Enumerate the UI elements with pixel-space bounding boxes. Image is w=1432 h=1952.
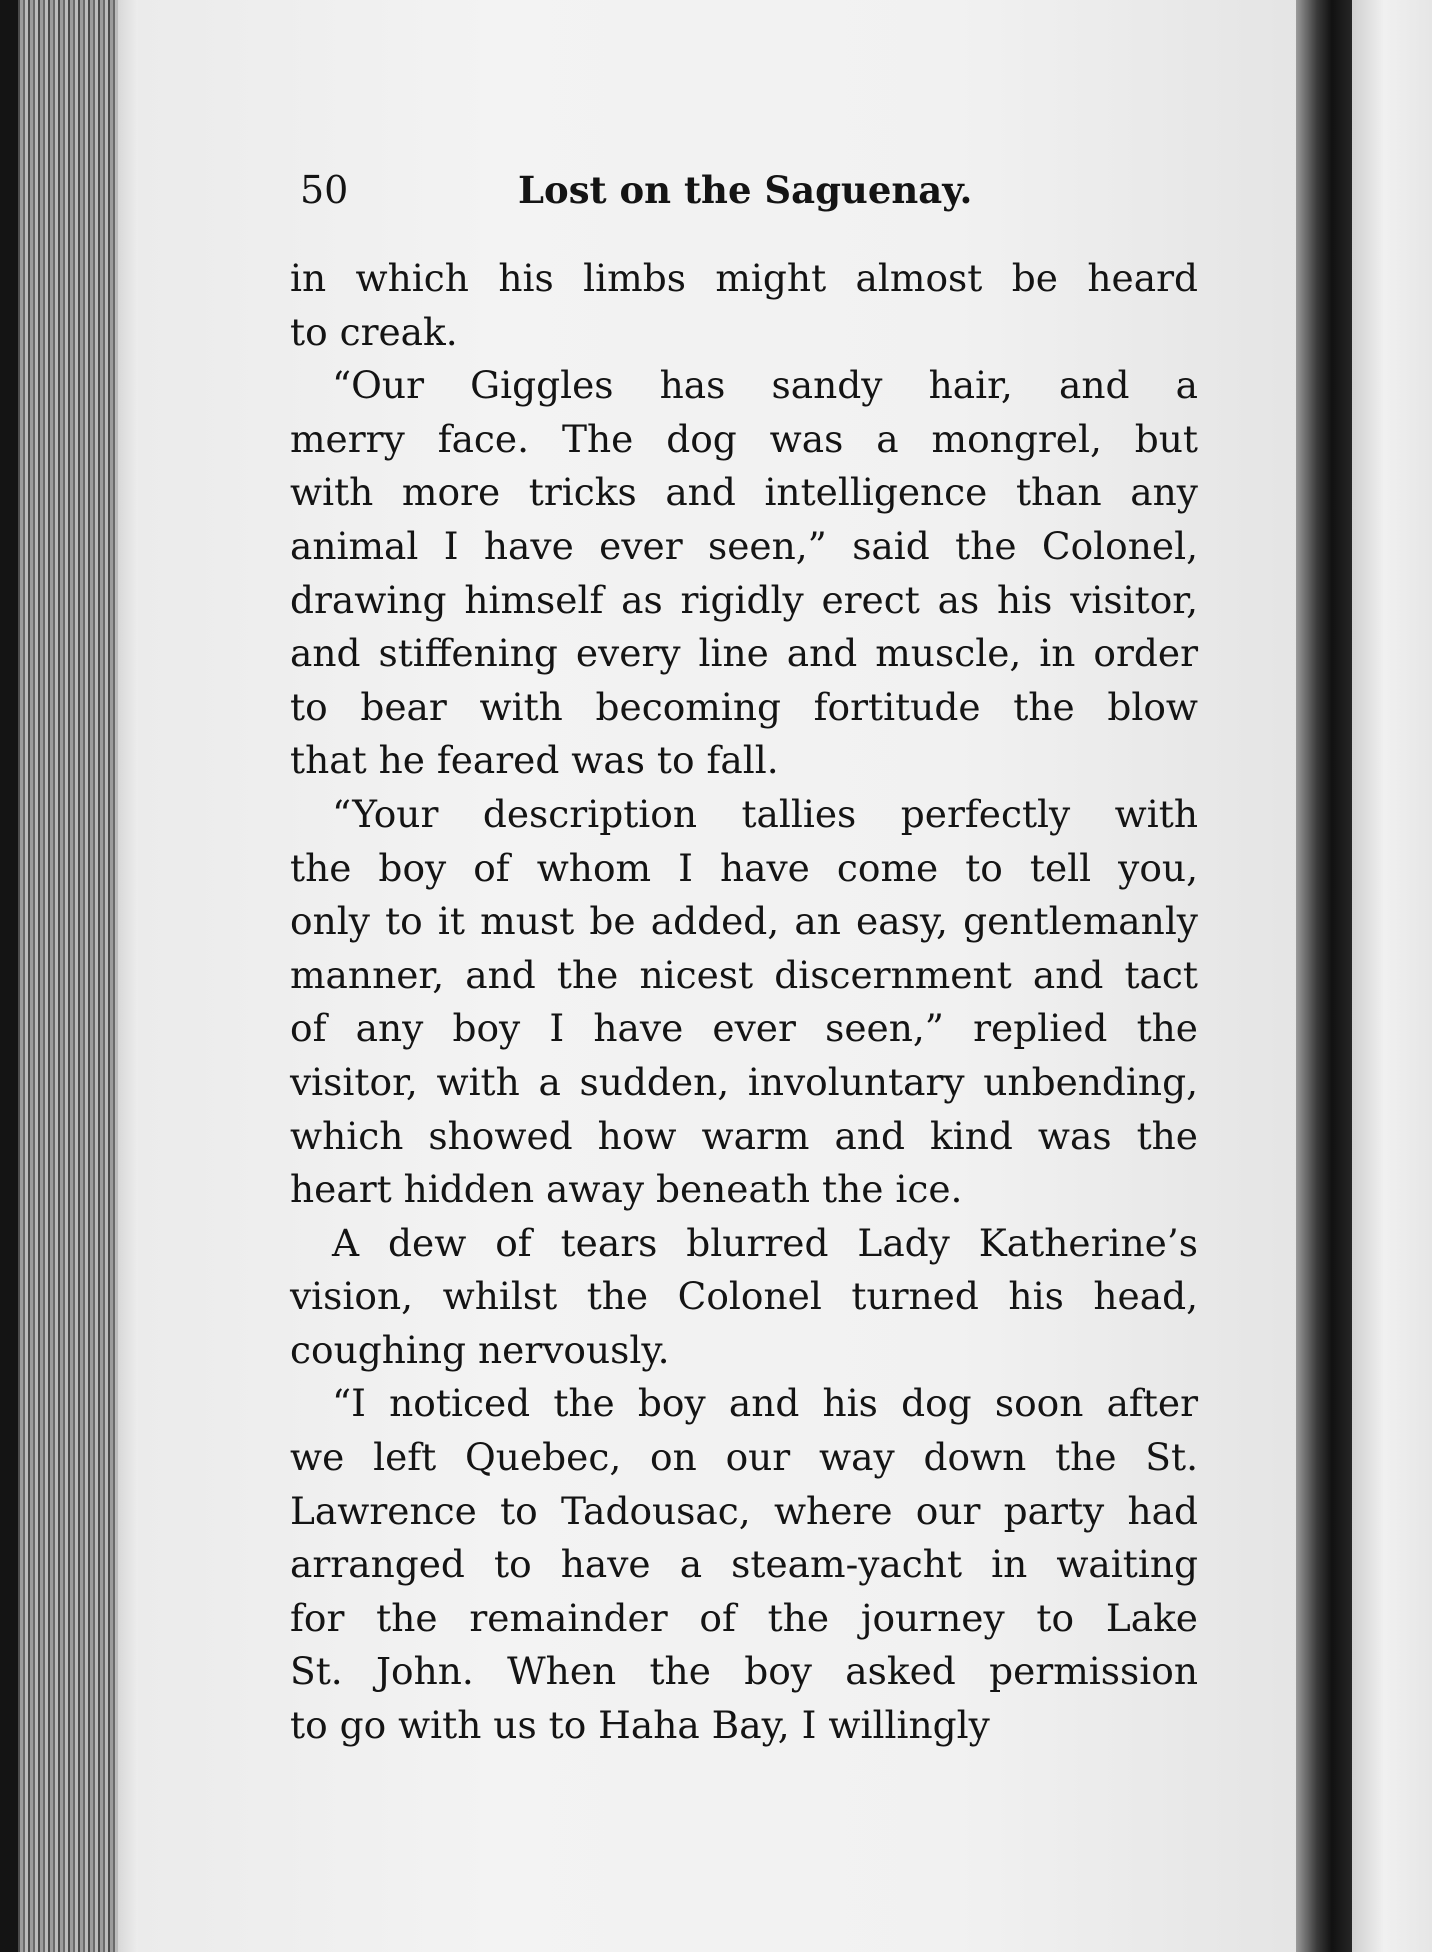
book-gutter — [1296, 0, 1356, 1952]
text-line: for the remainder of the journey to Lake — [290, 1595, 1198, 1640]
text-line: visitor, with a sudden, involuntary unbending, — [290, 1059, 1198, 1104]
text-line: to bear with becoming fortitude the blow — [290, 684, 1198, 729]
paragraph — [290, 788, 1198, 1217]
text-line: manner, and the nicest discernment and tact — [290, 952, 1198, 997]
text-line: “I noticed the boy and his dog soon after — [332, 1381, 1198, 1426]
page-number: 50 — [300, 168, 349, 212]
page-edge-shadow — [118, 0, 140, 1952]
text-line: with more tricks and intelligence than any — [290, 470, 1198, 515]
text-line: “Your description tallies perfectly with — [332, 791, 1198, 836]
paragraph — [290, 359, 1198, 788]
text-line: Lawrence to Tadousac, where our party had — [290, 1488, 1198, 1533]
text-line: in which his limbs might almost be heard — [290, 256, 1198, 300]
text-line: merry face. The dog was a mongrel, but — [290, 416, 1198, 461]
text-line: only to it must be added, an easy, gentlemanly — [290, 899, 1198, 944]
text-line: to creak. — [290, 309, 458, 354]
text-line: arranged to have a steam-yacht in waiting — [290, 1542, 1198, 1587]
text-line: drawing himself as rigidly erect as his visitor, — [290, 577, 1198, 622]
body-text — [290, 252, 1198, 1753]
text-line: St. John. When the boy asked permission — [290, 1649, 1198, 1694]
text-line: vision, whilst the Colonel turned his head, — [290, 1274, 1198, 1319]
paragraph — [290, 252, 1198, 359]
text-line: coughing nervously. — [290, 1327, 670, 1372]
running-head — [300, 168, 1000, 228]
text-line: the boy of whom I have come to tell you, — [290, 845, 1198, 890]
text-line: and stiffening every line and muscle, in order — [290, 631, 1198, 676]
page-edges — [18, 0, 128, 1952]
paragraph — [290, 1377, 1198, 1752]
text-line: animal I have ever seen,” said the Colonel, — [290, 523, 1198, 568]
facing-page — [1352, 0, 1432, 1952]
running-title: Lost on the Saguenay. — [518, 168, 973, 212]
text-line: “Our Giggles has sandy hair, and a — [332, 363, 1198, 408]
text-line: we left Quebec, on our way down the St. — [290, 1435, 1198, 1480]
text-line: A dew of tears blurred Lady Katherine’s — [332, 1220, 1198, 1265]
text-line: heart hidden away beneath the ice. — [290, 1167, 963, 1212]
paragraph — [290, 1217, 1198, 1378]
text-line: which showed how warm and kind was the — [290, 1113, 1198, 1158]
text-line: of any boy I have ever seen,” replied the — [290, 1006, 1198, 1051]
text-line: that he feared was to fall. — [290, 738, 779, 783]
text-line: to go with us to Haha Bay, I willingly — [290, 1703, 990, 1748]
